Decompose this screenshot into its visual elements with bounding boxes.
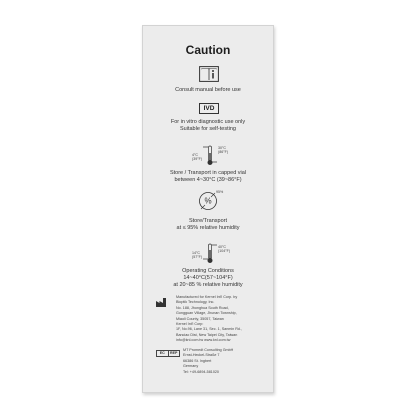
humidity-text bbox=[143, 218, 273, 232]
ivd-line: Suitable for self-testing bbox=[180, 126, 236, 132]
consult-manual-icon bbox=[199, 66, 219, 82]
operating-temp-high bbox=[218, 245, 230, 253]
manufacturer-line: Bioptik Technology, Inc. bbox=[176, 300, 215, 305]
caution-title: Caution bbox=[185, 43, 231, 57]
ec-rep-line: Germany bbox=[183, 364, 199, 369]
storage-temp-low-c: 4°C bbox=[192, 153, 199, 157]
operating-temperature-icon bbox=[203, 242, 217, 264]
caution-label-card bbox=[142, 25, 274, 393]
ec-rep-badge-right: REP bbox=[170, 351, 178, 355]
storage-temp-low bbox=[192, 153, 202, 161]
ec-rep-badge bbox=[156, 350, 180, 357]
operating-temp-high-f: (104°F) bbox=[218, 249, 231, 253]
operating-temp-low bbox=[192, 251, 202, 259]
svg-text:%: % bbox=[204, 196, 212, 206]
operating-line: Operating Conditions bbox=[182, 268, 234, 274]
consult-manual-text: Consult manual before use bbox=[175, 87, 241, 93]
humidity-symbol-value: 95% bbox=[216, 190, 224, 194]
manufacturer-line: Kernel Int'l Corp: bbox=[176, 322, 204, 327]
operating-line: 14~40°C(57~104°F) bbox=[183, 275, 233, 281]
manufacturer-line: 1F, No.96, Lane 31, Sec. 1, Sanmin Rd., bbox=[176, 327, 243, 332]
manufacturer-info bbox=[176, 295, 272, 344]
manufacturer-line: info@knl.com.tw www.knl.com.tw bbox=[176, 338, 231, 343]
storage-temp-line: Store / Transport in capped vial bbox=[169, 170, 247, 176]
operating-line: at 20~85 % relative humidity bbox=[173, 282, 243, 288]
manufacturer-line: Miaoli County, 35057, Taiwan bbox=[176, 316, 224, 321]
manufacturer-line: Banciao Dist, New Taipei City, Taiwan bbox=[176, 332, 238, 337]
operating-temp-high-c: 40°C bbox=[218, 245, 227, 249]
storage-temp-high-c: 30°C bbox=[218, 146, 227, 150]
storage-temperature-icon bbox=[203, 144, 217, 166]
storage-temp-line: between 4~30°C (39~86°F) bbox=[174, 177, 242, 183]
ec-rep-line: Ernst-Heckel-Straße 7 bbox=[183, 353, 220, 358]
ec-rep-info bbox=[183, 348, 273, 375]
operating-conditions-text bbox=[143, 268, 273, 289]
ivd-text bbox=[143, 119, 273, 133]
operating-temp-low-f: (57°F) bbox=[192, 255, 203, 259]
storage-temp-low-f: (39°F) bbox=[192, 157, 203, 161]
manufacturer-line: No. 188, Jhonghua South Road, bbox=[176, 305, 229, 310]
ivd-symbol: IVD bbox=[199, 103, 219, 114]
manufacturer-icon bbox=[155, 296, 169, 308]
ec-rep-badge-left: EC bbox=[157, 351, 169, 356]
ivd-line: For in vitro diagnostic use only bbox=[170, 119, 246, 125]
humidity-line: at ≤ 95% relative humidity bbox=[176, 225, 240, 231]
storage-temp-high-f: (86°F) bbox=[218, 150, 229, 154]
ec-rep-line: Tel: +49-6894-581020 bbox=[183, 369, 219, 374]
manufacturer-line: Manufactured for Kernel Int'l Corp. by bbox=[176, 295, 238, 299]
storage-temp-high bbox=[218, 146, 228, 154]
operating-temp-low-c: 14°C bbox=[192, 251, 201, 255]
humidity-line: Store/Transport bbox=[188, 218, 227, 224]
ec-rep-line: 66386 St. Ingbert bbox=[183, 358, 212, 363]
manufacturer-line: Gongguan Village, Jhunan Township, bbox=[176, 311, 237, 316]
storage-temp-text bbox=[143, 170, 273, 184]
ec-rep-line: MT Promedt Consulting GmbH bbox=[183, 348, 234, 352]
